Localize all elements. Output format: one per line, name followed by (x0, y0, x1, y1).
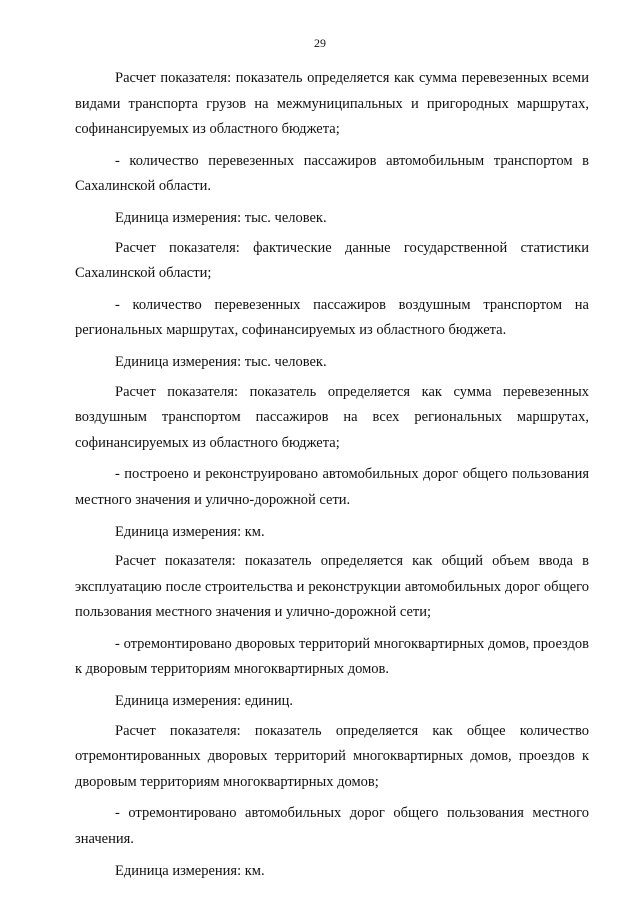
paragraph-calc-roads: Расчет показателя: показатель определяется как общий объем ввода в эксплуатацию после строительства и реконструкции автомобильных дорог общего пользования местного значения и улично-дорожной сети; (75, 553, 589, 621)
paragraph-indicator-roads-built: - построено и реконструировано автомобильных дорог общего пользования местного значения и улично-дорожной сети. (75, 466, 589, 508)
paragraph-indicator-auto-passengers: - количество перевезенных пассажиров автомобильным транспортом в Сахалинской области. (75, 152, 589, 195)
document-body (75, 66, 589, 884)
paragraph-calc-air-passengers: Расчет показателя: показатель определяется как сумма перевезенных воздушным транспортом пассажиров на всех региональных маршрутах, софинансируемых из областного бюджета; (75, 383, 589, 451)
page-number: 29 (314, 36, 326, 50)
paragraph-unit-km: Единица измерения: км. (115, 523, 265, 540)
paragraph-calc-yards: Расчет показателя: показатель определяется как общее количество отремонтированных дворовых территорий многоквартирных домов, проездов к дворовым территориям многоквартирных домов; (75, 722, 589, 790)
paragraph-unit-thousand-people: Единица измерения: тыс. человек. (115, 209, 327, 226)
paragraph-calc-cargo: Расчет показателя: показатель определяется как сумма перевезенных всеми видами транспорта грузов на межмуниципальных и пригородных маршрутах, софинансируемых из областного бюджета; (75, 70, 589, 138)
paragraph-indicator-yards-repaired: - отремонтировано дворовых территорий многоквартирных домов, проездов к дворовым территориям многоквартирных домов. (75, 635, 589, 678)
paragraph-calc-statistics: Расчет показателя: фактические данные государственной статистики Сахалинской области; (75, 239, 589, 282)
paragraph-indicator-roads-repaired: - отремонтировано автомобильных дорог общего пользования местного значения. (75, 805, 589, 848)
paragraph-unit-units: Единица измерения: единиц. (115, 693, 294, 710)
paragraph-indicator-air-passengers: - количество перевезенных пассажиров воздушным транспортом на региональных маршрутах, софинансируемых из областного бюджета. (75, 296, 589, 339)
paragraph-unit-thousand-people: Единица измерения: тыс. человек. (115, 353, 327, 370)
paragraph-unit-km: Единица измерения: км. (115, 862, 265, 879)
